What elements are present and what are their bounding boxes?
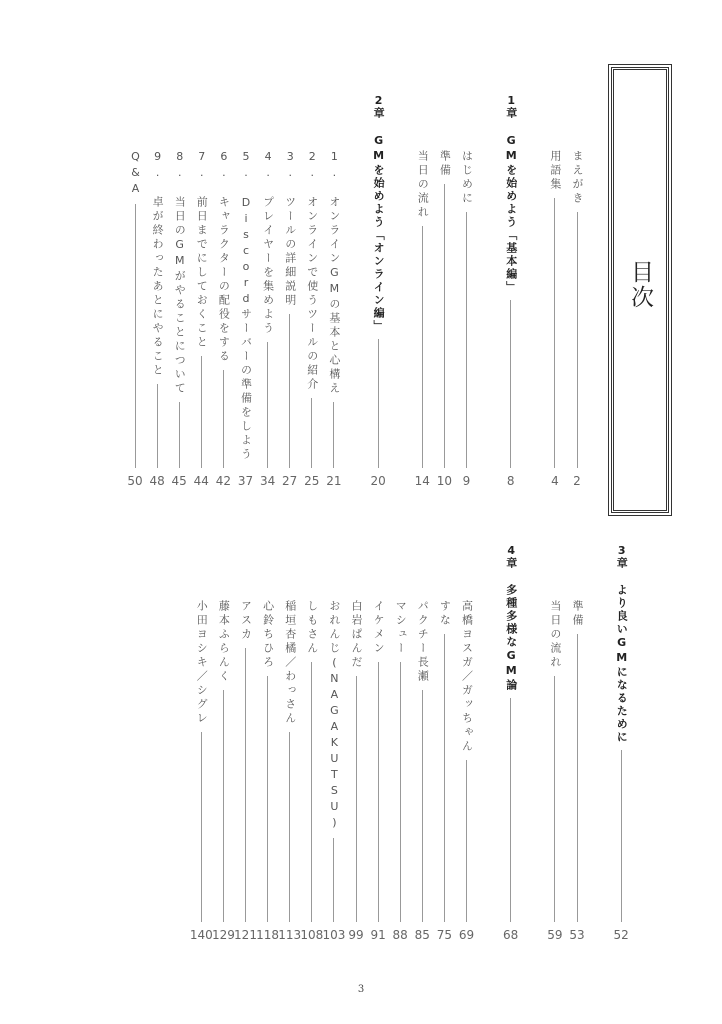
entry-page-number: 108 bbox=[300, 928, 324, 942]
entry-title: おれんじ(NAGAKUTSU) bbox=[327, 600, 341, 832]
entry-title: 6. キャラクターの配役をする bbox=[217, 150, 231, 364]
chapter-title: GMを始めよう「基本編」 bbox=[504, 134, 518, 294]
leader-line bbox=[201, 732, 202, 922]
entry-title: すな bbox=[438, 600, 452, 628]
chapter-label: 4章 bbox=[504, 544, 518, 568]
toc-entry[interactable] bbox=[258, 600, 278, 942]
toc-entry[interactable] bbox=[236, 150, 256, 488]
entry-page-number: 2 bbox=[573, 474, 581, 488]
leader-line bbox=[223, 370, 224, 468]
leader-line bbox=[223, 690, 224, 922]
toc-entry[interactable] bbox=[236, 600, 256, 942]
leader-line bbox=[378, 339, 379, 468]
leader-line bbox=[135, 204, 136, 468]
toc-entry[interactable] bbox=[258, 150, 278, 488]
toc-title: 目次 bbox=[627, 260, 653, 310]
entry-page-number: 14 bbox=[414, 474, 430, 488]
entry-title: イケメン bbox=[372, 600, 386, 656]
entry-page-number: 103 bbox=[322, 928, 346, 942]
entry-title: 高橋ヨスガ／ガッちゃん bbox=[460, 600, 474, 754]
toc-entry[interactable] bbox=[302, 150, 322, 488]
entry-page-number: 75 bbox=[436, 928, 453, 942]
toc-entry[interactable] bbox=[169, 150, 189, 488]
leader-line bbox=[267, 676, 268, 922]
entry-page-number: 21 bbox=[326, 474, 342, 488]
entry-page-number: 53 bbox=[569, 928, 585, 942]
entry-page-number: 25 bbox=[304, 474, 320, 488]
entry-title: 2. オンラインで使うツールの紹介 bbox=[305, 150, 319, 392]
leader-line bbox=[289, 314, 290, 468]
toc-title-box bbox=[611, 67, 669, 513]
leader-line bbox=[444, 634, 445, 922]
toc-chapter-entry[interactable] bbox=[368, 94, 388, 488]
leader-line bbox=[157, 384, 158, 468]
entry-page-number: 99 bbox=[348, 928, 364, 942]
entry-page-number: 118 bbox=[256, 928, 280, 942]
entry-page-number: 140 bbox=[189, 928, 213, 942]
leader-line bbox=[444, 184, 445, 468]
chapter-label: 3章 bbox=[615, 544, 629, 568]
leader-line bbox=[510, 300, 511, 468]
toc-entry[interactable] bbox=[457, 150, 477, 488]
leader-line bbox=[333, 402, 334, 468]
toc-entry[interactable] bbox=[324, 150, 344, 488]
entry-title: 稲垣杏橘／わっさん bbox=[283, 600, 297, 726]
entry-title: 5. Discordサーバーの準備をしよう bbox=[239, 150, 253, 462]
toc-entry[interactable] bbox=[147, 150, 167, 488]
entry-title: 藤本ふらんく bbox=[217, 600, 231, 684]
entry-title: 準備 bbox=[438, 150, 452, 178]
toc-entry[interactable] bbox=[213, 150, 233, 488]
toc-entry[interactable] bbox=[434, 600, 454, 942]
entry-title: はじめに bbox=[460, 150, 474, 206]
toc-entry[interactable] bbox=[324, 600, 344, 942]
entry-title: アスカ bbox=[239, 600, 253, 642]
chapter-label: 2章 bbox=[372, 94, 386, 118]
entry-page-number: 121 bbox=[234, 928, 257, 942]
toc-entry[interactable] bbox=[412, 150, 432, 488]
toc-entry[interactable] bbox=[412, 600, 432, 942]
toc-chapter-entry[interactable] bbox=[501, 94, 521, 488]
entry-page-number: 113 bbox=[278, 928, 302, 942]
toc-entry[interactable] bbox=[125, 150, 145, 488]
entry-page-number: 88 bbox=[392, 928, 408, 942]
leader-line bbox=[510, 698, 511, 922]
toc-entry[interactable] bbox=[280, 600, 300, 942]
entry-page-number: 68 bbox=[503, 928, 519, 942]
entry-title: 当日の流れ bbox=[416, 150, 430, 220]
toc-entry[interactable] bbox=[567, 600, 587, 942]
entry-title: 8. 当日のGMがやることについて bbox=[173, 150, 187, 396]
entry-title: 準備 bbox=[571, 600, 584, 628]
leader-line bbox=[400, 662, 401, 922]
entry-page-number: 10 bbox=[436, 474, 453, 488]
entry-title: パクチー長瀬 bbox=[416, 600, 430, 684]
leader-line bbox=[554, 198, 555, 468]
toc-entry[interactable] bbox=[368, 600, 388, 942]
entry-title: まえがき bbox=[571, 150, 584, 206]
leader-line bbox=[422, 690, 423, 922]
entry-title: 小田ヨシキ／シグレ bbox=[195, 600, 209, 726]
toc-entry[interactable] bbox=[545, 150, 565, 488]
toc-entry[interactable] bbox=[390, 600, 410, 942]
leader-line bbox=[201, 356, 202, 468]
chapter-title: GMを始めよう「オンライン編」 bbox=[372, 134, 386, 333]
entry-title: 用語集 bbox=[548, 150, 562, 192]
entry-title: 心鈴ちひろ bbox=[261, 600, 275, 670]
toc-entry[interactable] bbox=[567, 150, 587, 488]
entry-title: マシュー bbox=[394, 600, 408, 656]
leader-line bbox=[422, 226, 423, 468]
entry-page-number: 91 bbox=[370, 928, 386, 942]
chapter-label: 1章 bbox=[504, 94, 518, 118]
leader-line bbox=[378, 662, 379, 922]
leader-line bbox=[577, 212, 578, 468]
toc-entry[interactable] bbox=[545, 600, 565, 942]
entry-page-number: 45 bbox=[171, 474, 187, 488]
toc-entry[interactable] bbox=[302, 600, 322, 942]
leader-line bbox=[577, 634, 578, 922]
entry-title: Q&A bbox=[129, 150, 142, 198]
leader-line bbox=[621, 750, 622, 922]
leader-line bbox=[466, 760, 467, 922]
entry-title: 9. 卓が終わったあとにやること bbox=[151, 150, 165, 378]
entry-page-number: 44 bbox=[193, 474, 209, 488]
entry-page-number: 37 bbox=[237, 474, 254, 488]
entry-page-number: 52 bbox=[613, 928, 629, 942]
entry-title: 当日の流れ bbox=[548, 600, 562, 670]
leader-line bbox=[245, 648, 246, 922]
toc-entry[interactable] bbox=[280, 150, 300, 488]
toc-entry[interactable] bbox=[191, 600, 211, 942]
entry-title: 白岩ぱんだ bbox=[350, 600, 363, 670]
entry-page-number: 9 bbox=[462, 474, 471, 488]
entry-page-number: 48 bbox=[149, 474, 165, 488]
entry-page-number: 129 bbox=[211, 928, 235, 942]
entry-page-number: 4 bbox=[551, 474, 559, 488]
leader-line bbox=[267, 342, 268, 468]
leader-line bbox=[466, 212, 467, 468]
chapter-title: より良いGMになるために bbox=[615, 584, 629, 744]
leader-line bbox=[333, 838, 334, 922]
leader-line bbox=[356, 676, 357, 922]
toc-entry[interactable] bbox=[457, 600, 477, 942]
entry-title: 1. オンラインGMの基本と心構え bbox=[327, 150, 341, 396]
chapter-title: 多種多様なGM論 bbox=[504, 584, 518, 692]
leader-line bbox=[554, 676, 555, 922]
toc-entry[interactable] bbox=[346, 600, 366, 942]
entry-title: 7. 前日までにしておくこと bbox=[195, 150, 209, 350]
entry-page-number: 85 bbox=[414, 928, 430, 942]
entry-title: しもさん bbox=[305, 600, 319, 656]
entry-page-number: 34 bbox=[259, 474, 276, 488]
entry-page-number: 69 bbox=[458, 928, 475, 942]
entry-page-number: 42 bbox=[215, 474, 232, 488]
entry-page-number: 50 bbox=[127, 474, 143, 488]
entry-title: 4. プレイヤーを集めよう bbox=[261, 150, 275, 336]
entry-page-number: 20 bbox=[370, 474, 386, 488]
toc-chapter-entry[interactable] bbox=[501, 544, 521, 942]
leader-line bbox=[289, 732, 290, 922]
entry-page-number: 27 bbox=[282, 474, 298, 488]
entry-page-number: 59 bbox=[547, 928, 563, 942]
toc-entry[interactable] bbox=[434, 150, 454, 488]
leader-line bbox=[311, 398, 312, 468]
leader-line bbox=[179, 402, 180, 468]
entry-title: 3. ツールの詳細説明 bbox=[283, 150, 297, 308]
leader-line bbox=[311, 662, 312, 922]
entry-page-number: 8 bbox=[506, 474, 515, 488]
toc-entry[interactable] bbox=[191, 150, 211, 488]
toc-chapter-entry[interactable] bbox=[611, 544, 631, 942]
toc-entry[interactable] bbox=[213, 600, 233, 942]
page-number: 3 bbox=[357, 984, 365, 995]
